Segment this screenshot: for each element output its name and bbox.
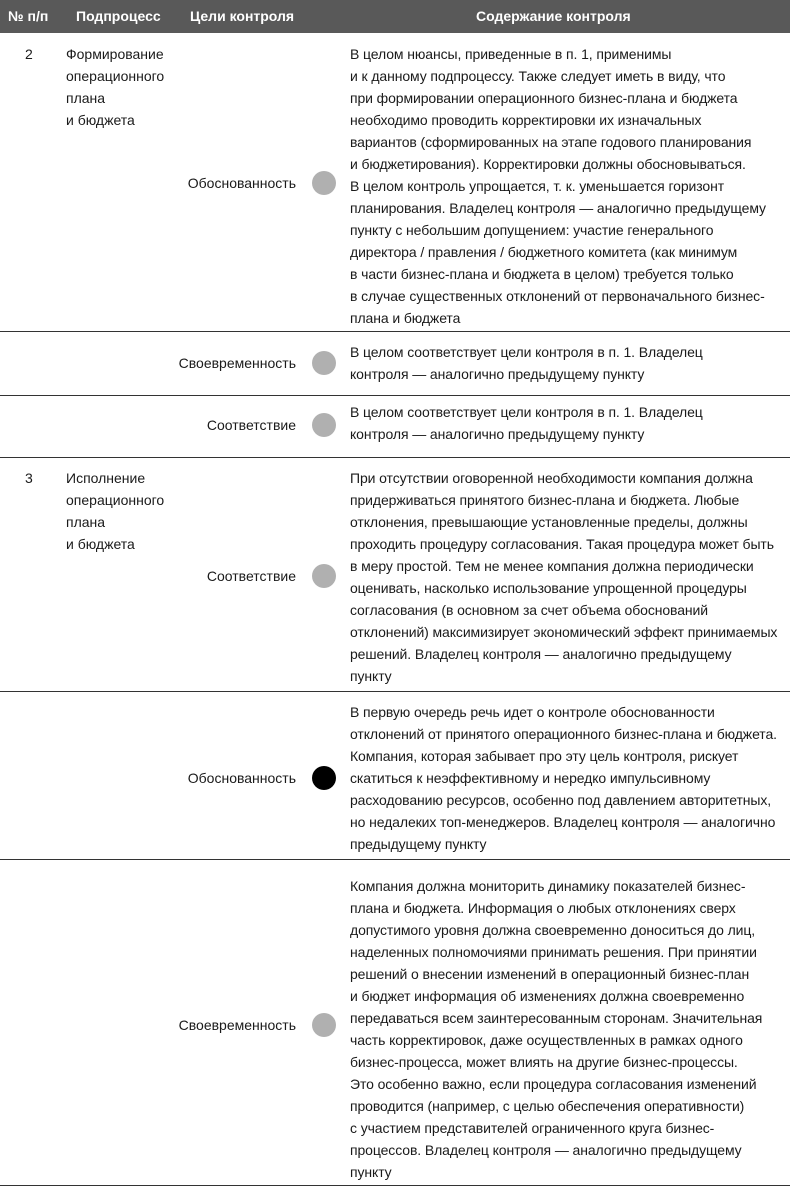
content-line: Компания должна мониторить динамику показателей бизнес- [350, 878, 746, 894]
content-line: необходимо проводить корректировки их изначальных [350, 112, 702, 128]
content-line: пункту с небольшим допущением: участие генерального [350, 222, 714, 238]
subprocess-line: Формирование [66, 46, 164, 62]
priority-dot-black-icon [312, 766, 336, 790]
content-line: Компания, которая забывает про эту цель контроля, рискует [350, 748, 739, 764]
priority-dot-gray-icon [312, 564, 336, 588]
control-content [350, 401, 788, 445]
content-line: При отсутствии оговоренной необходимости компания должна [350, 470, 753, 486]
content-line: в части бизнес-плана и бюджета в целом) требуется только [350, 266, 734, 282]
header-subprocess: Подпроцесс [76, 8, 161, 24]
content-line: решений о внесении изменений в операционный бизнес-план [350, 966, 750, 982]
subprocess-line: Исполнение [66, 470, 146, 486]
content-line: отклонений от принятого операционного бизнес-плана и бюджета. [350, 726, 777, 742]
content-line: отклонения, превышающие установленные пределы, должны [350, 514, 748, 530]
content-line: пункту [350, 1164, 392, 1180]
table-header [0, 0, 790, 33]
content-line: наделенных полномочиями принимать решения. При принятии [350, 944, 757, 960]
content-line: Это особенно важно, если процедура согласования изменений [350, 1076, 757, 1092]
table-row [0, 860, 790, 1186]
content-line: планирования. Владелец контроля — аналогично предыдущему [350, 200, 766, 216]
subprocess-line: плана [66, 514, 106, 530]
control-content [350, 701, 788, 855]
table-row [0, 692, 790, 860]
priority-dot-gray-icon [312, 171, 336, 195]
control-content [350, 467, 788, 687]
control-goal: Соответствие [206, 568, 296, 584]
priority-dot-gray-icon [312, 1013, 336, 1037]
content-line: контроля — аналогично предыдущему пункту [350, 366, 645, 382]
header-goal: Цели контроля [190, 8, 295, 24]
content-line: при формировании операционного бизнес-плана и бюджета [350, 90, 738, 106]
control-content [350, 341, 788, 385]
content-line: решений. Владелец контроля — аналогично предыдущему [350, 646, 732, 662]
content-line: бизнес-процесса, может влиять на другие бизнес-процессы. [350, 1054, 738, 1070]
content-line: директора / правления / бюджетного комитета (как минимум [350, 244, 738, 260]
subprocess-line: и бюджета [66, 112, 135, 128]
content-line: оценивать, насколько использование упрощенной процедуры [350, 580, 747, 596]
control-goal: Своевременность [178, 355, 296, 371]
content-line: плана и бюджета [350, 310, 461, 326]
subprocess-line: и бюджета [66, 536, 135, 552]
subprocess-name [66, 467, 176, 555]
control-goal: Обоснованность [187, 770, 296, 786]
control-content [350, 875, 788, 1183]
content-line: плана и бюджета. Информация о любых отклонениях сверх [350, 900, 736, 916]
content-line: в случае существенных отклонений от первоначального бизнес- [350, 288, 765, 304]
content-line: и к данному подпроцессу. Также следует иметь в виду, что [350, 68, 726, 84]
content-line: предыдущему пункту [350, 836, 487, 852]
content-line: придерживаться принятого бизнес-плана и бюджета. Любые [350, 492, 740, 508]
content-line: часть корректировок, даже осуществленных в рамках одного [350, 1032, 743, 1048]
content-line: В целом контроль упрощается, т. к. уменьшается горизонт [350, 178, 725, 194]
priority-dot-gray-icon [312, 413, 336, 437]
content-line: но недалеких топ-менеджеров. Владелец контроля — аналогично [350, 814, 776, 830]
row-number: 3 [25, 470, 33, 486]
content-line: В первую очередь речь идет о контроле обоснованности [350, 704, 715, 720]
control-content [350, 43, 788, 329]
content-line: в меру простой. Тем не менее компания должна периодически [350, 558, 754, 574]
subprocess-line: операционного [66, 68, 165, 84]
content-line: с участием представителей ограниченного круга бизнес- [350, 1120, 715, 1136]
content-line: отклонений) максимизирует экономический эффект принимаемых [350, 624, 778, 640]
subprocess-name [66, 43, 176, 131]
content-line: процессов. Владелец контроля — аналогично предыдущему [350, 1142, 742, 1158]
header-num: № п/п [8, 8, 49, 24]
table-row [0, 332, 790, 396]
content-line: контроля — аналогично предыдущему пункту [350, 426, 645, 442]
content-line: пункту [350, 668, 392, 684]
priority-dot-gray-icon [312, 351, 336, 375]
content-line: и бюджет информация об изменениях должна своевременно [350, 988, 745, 1004]
row-number: 2 [25, 46, 33, 62]
control-goal: Соответствие [206, 417, 296, 433]
content-line: согласования (в основном за счет объема обоснований [350, 602, 708, 618]
content-line: допустимого уровня должна своевременно доноситься до лиц, [350, 922, 756, 938]
table-row [0, 458, 790, 692]
control-goal: Своевременность [178, 1017, 296, 1033]
content-line: В целом соответствует цели контроля в п. 1. Владелец [350, 404, 703, 420]
header-content: Содержание контроля [476, 8, 631, 24]
content-line: проходить процедуру согласования. Такая процедура может быть [350, 536, 774, 552]
content-line: В целом нюансы, приведенные в п. 1, применимы [350, 46, 672, 62]
content-line: расходованию ресурсов, особенно под давлением авторитетных, [350, 792, 772, 808]
content-line: проводится (например, с целью обеспечения оперативности) [350, 1098, 745, 1114]
table-row [0, 34, 790, 332]
subprocess-line: операционного [66, 492, 165, 508]
subprocess-line: плана [66, 90, 106, 106]
content-line: и бюджетирования). Корректировки должны обосновываться. [350, 156, 746, 172]
content-line: В целом соответствует цели контроля в п. 1. Владелец [350, 344, 703, 360]
content-line: передаваться всем заинтересованным сторонам. Значительная [350, 1010, 763, 1026]
table-row [0, 396, 790, 458]
content-line: вариантов (сформированных на этапе годового планирования [350, 134, 752, 150]
control-goal: Обоснованность [187, 175, 296, 191]
content-line: скатиться к неэффективному и нередко импульсивному [350, 770, 711, 786]
